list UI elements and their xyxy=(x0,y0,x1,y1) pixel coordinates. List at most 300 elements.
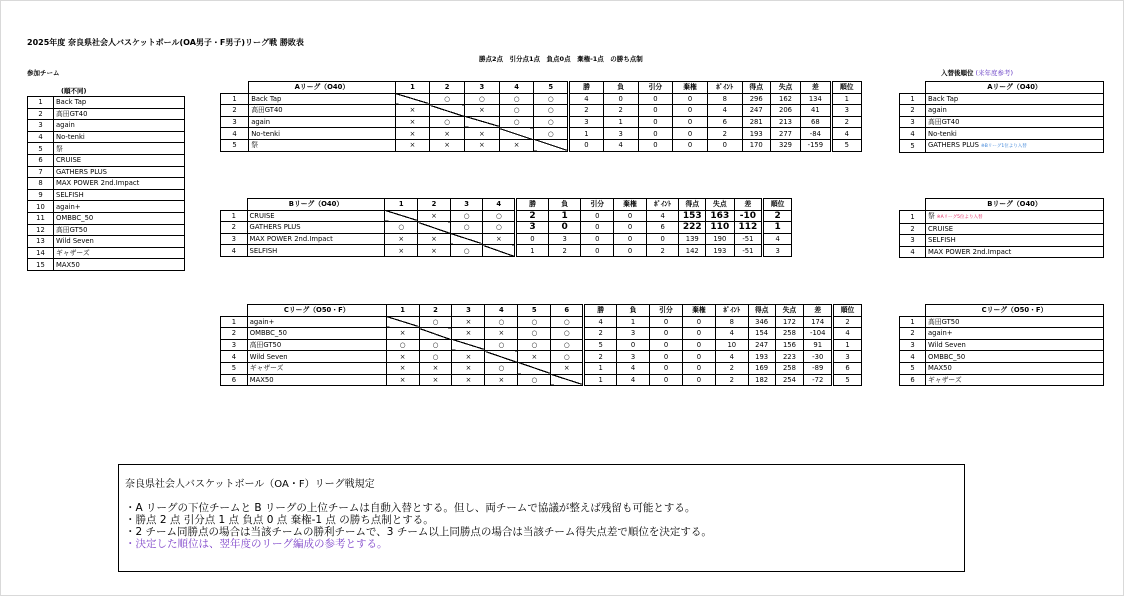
participant-team: again xyxy=(54,120,185,132)
rank-number: 5 xyxy=(900,139,926,152)
table-row xyxy=(221,139,862,151)
stat-value: 6 xyxy=(707,116,742,128)
stat-value: 139 xyxy=(679,233,706,245)
stat-value: 0 xyxy=(614,222,647,234)
match-result: ○ xyxy=(419,339,452,351)
stat-value: 0 xyxy=(650,316,683,328)
ranked-team-name: SELFISH xyxy=(928,236,956,245)
rule-item-3: ・2 チーム同勝点の場合は当該チームの勝利チームで、3 チーム以上同勝点の場合は当該チーム得失点差で順位を決定する。 xyxy=(125,526,712,538)
table-row xyxy=(221,222,792,234)
opponent-header: 3 xyxy=(465,82,500,94)
ranked-team xyxy=(926,246,1104,258)
league-name-header: Aリーグ（O40） xyxy=(926,82,1104,94)
match-result: × xyxy=(386,362,419,374)
rank-number: 3 xyxy=(900,235,926,247)
participant-number: 14 xyxy=(28,247,54,259)
table-row xyxy=(28,247,185,259)
rank-number: 4 xyxy=(900,351,926,363)
stat-value: 222 xyxy=(679,222,706,234)
header-blank-cell xyxy=(221,305,248,317)
ranked-team xyxy=(926,328,1104,340)
table-row xyxy=(221,316,862,328)
match-result: ○ xyxy=(499,105,534,117)
participant-number: 3 xyxy=(28,120,54,132)
stat-value: 162 xyxy=(770,93,800,105)
participant-number: 13 xyxy=(28,236,54,248)
match-result: ○ xyxy=(518,328,551,340)
table-row xyxy=(28,131,185,143)
stat-value: 2 xyxy=(831,116,861,128)
ranked-team-name: 高田GT50 xyxy=(928,317,960,326)
stat-value: 5 xyxy=(831,139,861,151)
participant-team: CRUISE xyxy=(54,154,185,166)
match-result: × xyxy=(452,328,485,340)
stat-value: 4 xyxy=(569,93,604,105)
header-blank-cell xyxy=(221,199,248,211)
stat-value: 0 xyxy=(682,328,715,340)
stat-value: 41 xyxy=(801,105,831,117)
team-name: again+ xyxy=(247,316,386,328)
stat-value: 3 xyxy=(569,116,604,128)
stat-value: 172 xyxy=(775,316,804,328)
stat-value: 0 xyxy=(614,233,647,245)
ranked-team xyxy=(926,116,1104,128)
stat-value: 3 xyxy=(763,245,792,257)
league-name-header: Bリーグ（O40） xyxy=(926,199,1104,211)
match-result xyxy=(419,328,452,340)
ranked-team xyxy=(926,93,1104,105)
team-number: 4 xyxy=(221,128,249,140)
stat-value: 170 xyxy=(742,139,770,151)
match-result: × xyxy=(385,233,418,245)
ranked-team xyxy=(926,139,1104,152)
team-number: 2 xyxy=(221,222,248,234)
match-result: × xyxy=(418,233,451,245)
after-ranking-note: (来年度参考) xyxy=(975,69,1014,77)
match-result: × xyxy=(418,245,451,257)
stat-value: 0 xyxy=(650,328,683,340)
match-result: × xyxy=(483,233,516,245)
match-result: × xyxy=(465,128,500,140)
match-result: × xyxy=(452,362,485,374)
team-name: No-tenki xyxy=(249,128,395,140)
stat-value: 0 xyxy=(682,351,715,363)
stat-value: 0 xyxy=(673,93,708,105)
stat-value: 4 xyxy=(763,233,792,245)
rank-number: 3 xyxy=(900,339,926,351)
stat-value: 4 xyxy=(584,316,617,328)
header-blank-cell xyxy=(900,305,926,317)
stat-header: 得点 xyxy=(679,199,706,211)
ranked-team xyxy=(926,235,1104,247)
rank-number: 4 xyxy=(900,128,926,140)
ranked-team xyxy=(926,339,1104,351)
stat-value: 2 xyxy=(763,210,792,222)
table-row xyxy=(900,328,1104,340)
opponent-header: 1 xyxy=(395,82,430,94)
stat-value: 4 xyxy=(833,328,862,340)
opponent-header: 3 xyxy=(450,199,483,211)
stat-value: 1 xyxy=(569,128,604,140)
stat-value: 0 xyxy=(638,105,673,117)
stat-value: 154 xyxy=(748,328,775,340)
match-result: × xyxy=(386,351,419,363)
stat-header: 負 xyxy=(617,305,650,317)
stat-value: 1 xyxy=(763,222,792,234)
stat-value: 0 xyxy=(682,339,715,351)
stat-value: 112 xyxy=(734,222,763,234)
stat-value: 5 xyxy=(833,374,862,386)
table-row xyxy=(900,235,1104,247)
match-result: ○ xyxy=(385,222,418,234)
table-header-row xyxy=(221,82,862,94)
participant-number: 11 xyxy=(28,212,54,224)
scoring-rule-subtitle: 勝点2点 引分点1点 負点0点 棄権-1点 の勝ち点制 xyxy=(479,55,643,63)
stat-value: 254 xyxy=(775,374,804,386)
stat-value: 3 xyxy=(548,233,581,245)
stat-value: 0 xyxy=(682,316,715,328)
stat-value: 4 xyxy=(715,328,748,340)
stat-value: 1 xyxy=(516,245,549,257)
rank-number: 1 xyxy=(900,210,926,223)
match-result xyxy=(465,116,500,128)
stat-header: 棄権 xyxy=(614,199,647,211)
match-result: × xyxy=(485,328,518,340)
match-result: × xyxy=(465,105,500,117)
stat-value: 8 xyxy=(715,316,748,328)
opponent-header: 4 xyxy=(499,82,534,94)
stat-value: 4 xyxy=(646,210,679,222)
stat-value: -51 xyxy=(734,245,763,257)
match-result: ○ xyxy=(485,316,518,328)
table-row xyxy=(28,154,185,166)
stat-value: 0 xyxy=(581,210,614,222)
match-result: × xyxy=(418,210,451,222)
match-result: × xyxy=(452,374,485,386)
ranked-team-name: 高田GT40 xyxy=(928,118,960,127)
table-row xyxy=(28,97,185,109)
match-result: ○ xyxy=(485,339,518,351)
league-a-table xyxy=(220,81,862,152)
match-result: ○ xyxy=(551,316,584,328)
stat-header: 差 xyxy=(804,305,833,317)
ranked-team-name: GATHERS PLUS xyxy=(928,140,979,149)
match-result xyxy=(534,139,569,151)
match-result: ○ xyxy=(534,116,569,128)
match-result: ○ xyxy=(485,362,518,374)
participant-team: SELFISH xyxy=(54,189,185,201)
stat-header: 勝 xyxy=(569,82,604,94)
match-result: ○ xyxy=(419,316,452,328)
table-row xyxy=(28,143,185,155)
stat-value: 0 xyxy=(581,233,614,245)
stat-header: ﾎﾟｲﾝﾄ xyxy=(646,199,679,211)
stat-header: 負 xyxy=(548,199,581,211)
league-b-table xyxy=(220,198,792,257)
stat-value: 0 xyxy=(650,339,683,351)
table-row xyxy=(28,201,185,213)
stat-value: 2 xyxy=(603,105,638,117)
team-number: 1 xyxy=(221,210,248,222)
participants-label: 参加チーム xyxy=(27,69,60,77)
stat-value: 0 xyxy=(617,339,650,351)
stat-value: 346 xyxy=(748,316,775,328)
match-result xyxy=(499,128,534,140)
match-result xyxy=(452,339,485,351)
table-row xyxy=(221,362,862,374)
match-result xyxy=(395,93,430,105)
rule-item-4: ・決定した順位は、翌年度のリーグ編成の参考とする。 xyxy=(125,538,388,550)
participant-number: 7 xyxy=(28,166,54,178)
after-ranking-title: 入替後順位 xyxy=(941,69,974,77)
stat-value: 91 xyxy=(804,339,833,351)
stat-value: -89 xyxy=(804,362,833,374)
match-result xyxy=(450,233,483,245)
stat-header: 失点 xyxy=(775,305,804,317)
match-result: ○ xyxy=(450,210,483,222)
table-row xyxy=(900,339,1104,351)
stat-value: 0 xyxy=(650,374,683,386)
stat-value: 0 xyxy=(638,139,673,151)
stat-value: 2 xyxy=(516,210,549,222)
rank-number: 4 xyxy=(900,246,926,258)
team-number: 4 xyxy=(221,245,248,257)
team-number: 3 xyxy=(221,233,248,245)
team-name: Back Tap xyxy=(249,93,395,105)
stat-value: 206 xyxy=(770,105,800,117)
ranked-team-name: ギャザーズ xyxy=(928,375,962,384)
participant-number: 9 xyxy=(28,189,54,201)
opponent-header: 4 xyxy=(485,305,518,317)
stat-value: 329 xyxy=(770,139,800,151)
match-result: ○ xyxy=(518,339,551,351)
match-result: ○ xyxy=(430,116,465,128)
participants-note: (順不同) xyxy=(61,87,87,95)
swap-note: ※Bリーグ1位より入替 xyxy=(980,143,1027,149)
team-name: CRUISE xyxy=(247,210,385,222)
match-result: × xyxy=(385,245,418,257)
participant-number: 8 xyxy=(28,178,54,190)
match-result: ○ xyxy=(419,351,452,363)
team-name: MAX50 xyxy=(247,374,386,386)
participant-team: MAX50 xyxy=(54,259,185,271)
stat-value: 0 xyxy=(682,362,715,374)
stat-header: 引分 xyxy=(638,82,673,94)
participant-number: 6 xyxy=(28,154,54,166)
stat-value: 4 xyxy=(617,362,650,374)
ranked-team xyxy=(926,105,1104,117)
stat-value: 213 xyxy=(770,116,800,128)
participant-team: again+ xyxy=(54,201,185,213)
match-result: ○ xyxy=(534,128,569,140)
team-number: 1 xyxy=(221,316,248,328)
table-row xyxy=(221,351,862,363)
participant-team: No-tenki xyxy=(54,131,185,143)
stat-value: 0 xyxy=(673,128,708,140)
table-row xyxy=(28,120,185,132)
participant-number: 12 xyxy=(28,224,54,236)
stat-value: 10 xyxy=(715,339,748,351)
opponent-header: 5 xyxy=(518,305,551,317)
team-name: again xyxy=(249,116,395,128)
table-row xyxy=(900,362,1104,374)
match-result: × xyxy=(395,139,430,151)
after-league-b-table xyxy=(899,198,1104,258)
stat-header: 勝 xyxy=(516,199,549,211)
stat-value: 4 xyxy=(617,374,650,386)
team-number: 3 xyxy=(221,116,249,128)
table-row xyxy=(900,374,1104,386)
match-result: × xyxy=(499,139,534,151)
opponent-header: 5 xyxy=(534,82,569,94)
stat-value: 193 xyxy=(748,351,775,363)
table-row xyxy=(28,224,185,236)
stat-value: 0 xyxy=(614,245,647,257)
stat-value: 174 xyxy=(804,316,833,328)
match-result xyxy=(485,351,518,363)
team-number: 1 xyxy=(221,93,249,105)
stat-value: 134 xyxy=(801,93,831,105)
stat-value: 1 xyxy=(548,210,581,222)
stat-value: 4 xyxy=(715,351,748,363)
ranked-team xyxy=(926,128,1104,140)
rank-number: 1 xyxy=(900,93,926,105)
rank-number: 2 xyxy=(900,223,926,235)
stat-value: 5 xyxy=(584,339,617,351)
stat-header: 差 xyxy=(734,199,763,211)
table-row xyxy=(900,116,1104,128)
stat-value: 156 xyxy=(775,339,804,351)
stat-value: 258 xyxy=(775,328,804,340)
rule-item-2: ・勝点 2 点 引分点 1 点 負点 0 点 棄権-1 点 の勝ち点制とする。 xyxy=(125,514,434,526)
match-result: ○ xyxy=(551,328,584,340)
match-result: ○ xyxy=(551,339,584,351)
stat-value: 0 xyxy=(646,233,679,245)
match-result: ○ xyxy=(450,245,483,257)
stat-value: 4 xyxy=(707,105,742,117)
team-name: 高田GT40 xyxy=(249,105,395,117)
stat-header: 順位 xyxy=(833,305,862,317)
stat-header: 引分 xyxy=(581,199,614,211)
team-number: 2 xyxy=(221,328,248,340)
stat-value: 153 xyxy=(679,210,706,222)
team-number: 2 xyxy=(221,105,249,117)
table-row xyxy=(221,328,862,340)
table-row xyxy=(221,339,862,351)
match-result: ○ xyxy=(465,93,500,105)
ranked-team-name: MAX50 xyxy=(928,364,952,373)
stat-header: 差 xyxy=(801,82,831,94)
stat-value: 3 xyxy=(833,351,862,363)
page-title: 2025年度 奈良県社会人バスケットボール(OA男子・F男子)リーグ戦 勝敗表 xyxy=(27,38,304,47)
stat-value: 247 xyxy=(742,105,770,117)
stat-header: 順位 xyxy=(831,82,861,94)
participant-team: OMBBC_50 xyxy=(54,212,185,224)
stat-header: 順位 xyxy=(763,199,792,211)
after-league-a-table xyxy=(899,81,1104,153)
team-number: 4 xyxy=(221,351,248,363)
stat-header: 棄権 xyxy=(673,82,708,94)
ranked-team-name: 祭 xyxy=(928,211,935,220)
stat-header: 負 xyxy=(603,82,638,94)
match-result: × xyxy=(419,374,452,386)
stat-value: 0 xyxy=(581,245,614,257)
stat-value: 2 xyxy=(569,105,604,117)
match-result: ○ xyxy=(499,116,534,128)
participant-team: Back Tap xyxy=(54,97,185,109)
stat-value: 110 xyxy=(706,222,735,234)
stat-header: 棄権 xyxy=(682,305,715,317)
participant-team: 高田GT50 xyxy=(54,224,185,236)
opponent-header: 1 xyxy=(386,305,419,317)
stat-value: 3 xyxy=(617,328,650,340)
table-row xyxy=(221,210,792,222)
match-result: ○ xyxy=(430,93,465,105)
participant-team: 祭 xyxy=(54,143,185,155)
ranked-team xyxy=(926,351,1104,363)
table-header-row xyxy=(900,305,1104,317)
ranked-team xyxy=(926,316,1104,328)
stat-value: 1 xyxy=(584,374,617,386)
stat-header: 引分 xyxy=(650,305,683,317)
participant-number: 10 xyxy=(28,201,54,213)
stat-value: 0 xyxy=(682,374,715,386)
ranked-team-name: Wild Seven xyxy=(928,341,966,350)
stat-value: 0 xyxy=(581,222,614,234)
table-row xyxy=(221,128,862,140)
stat-value: 2 xyxy=(715,374,748,386)
stat-value: 0 xyxy=(673,105,708,117)
rank-number: 2 xyxy=(900,105,926,117)
stat-value: 6 xyxy=(646,222,679,234)
participant-number: 15 xyxy=(28,259,54,271)
opponent-header: 1 xyxy=(385,199,418,211)
stat-header: 得点 xyxy=(748,305,775,317)
team-number: 6 xyxy=(221,374,248,386)
opponent-header: 2 xyxy=(419,305,452,317)
table-row xyxy=(221,233,792,245)
stat-value: 296 xyxy=(742,93,770,105)
stat-header: 失点 xyxy=(706,199,735,211)
table-row xyxy=(28,212,185,224)
participant-number: 2 xyxy=(28,108,54,120)
rank-number: 5 xyxy=(900,362,926,374)
match-result: × xyxy=(518,351,551,363)
participant-number: 5 xyxy=(28,143,54,155)
rules-title: 奈良県社会人バスケットボール（OA・F）リーグ戦規定 xyxy=(125,479,375,490)
stat-value: -30 xyxy=(804,351,833,363)
table-row xyxy=(900,246,1104,258)
stat-value: 190 xyxy=(706,233,735,245)
table-row xyxy=(900,210,1104,223)
ranked-team-name: No-tenki xyxy=(928,129,957,138)
stat-value: 193 xyxy=(742,128,770,140)
rule-item-1: ・A リーグの下位チームと B リーグの上位チームは自動入替とする。但し、両チームで協議が整えば残留も可能とする。 xyxy=(125,502,696,514)
table-row xyxy=(28,108,185,120)
stat-value: -104 xyxy=(804,328,833,340)
stat-value: 193 xyxy=(706,245,735,257)
team-number: 3 xyxy=(221,339,248,351)
stat-value: 3 xyxy=(831,105,861,117)
stat-header: 得点 xyxy=(742,82,770,94)
participant-team: MAX POWER 2nd.Impact xyxy=(54,178,185,190)
stat-value: 182 xyxy=(748,374,775,386)
stat-header: 失点 xyxy=(770,82,800,94)
match-result: × xyxy=(452,316,485,328)
stat-value: 169 xyxy=(748,362,775,374)
table-row xyxy=(28,236,185,248)
table-row xyxy=(28,166,185,178)
